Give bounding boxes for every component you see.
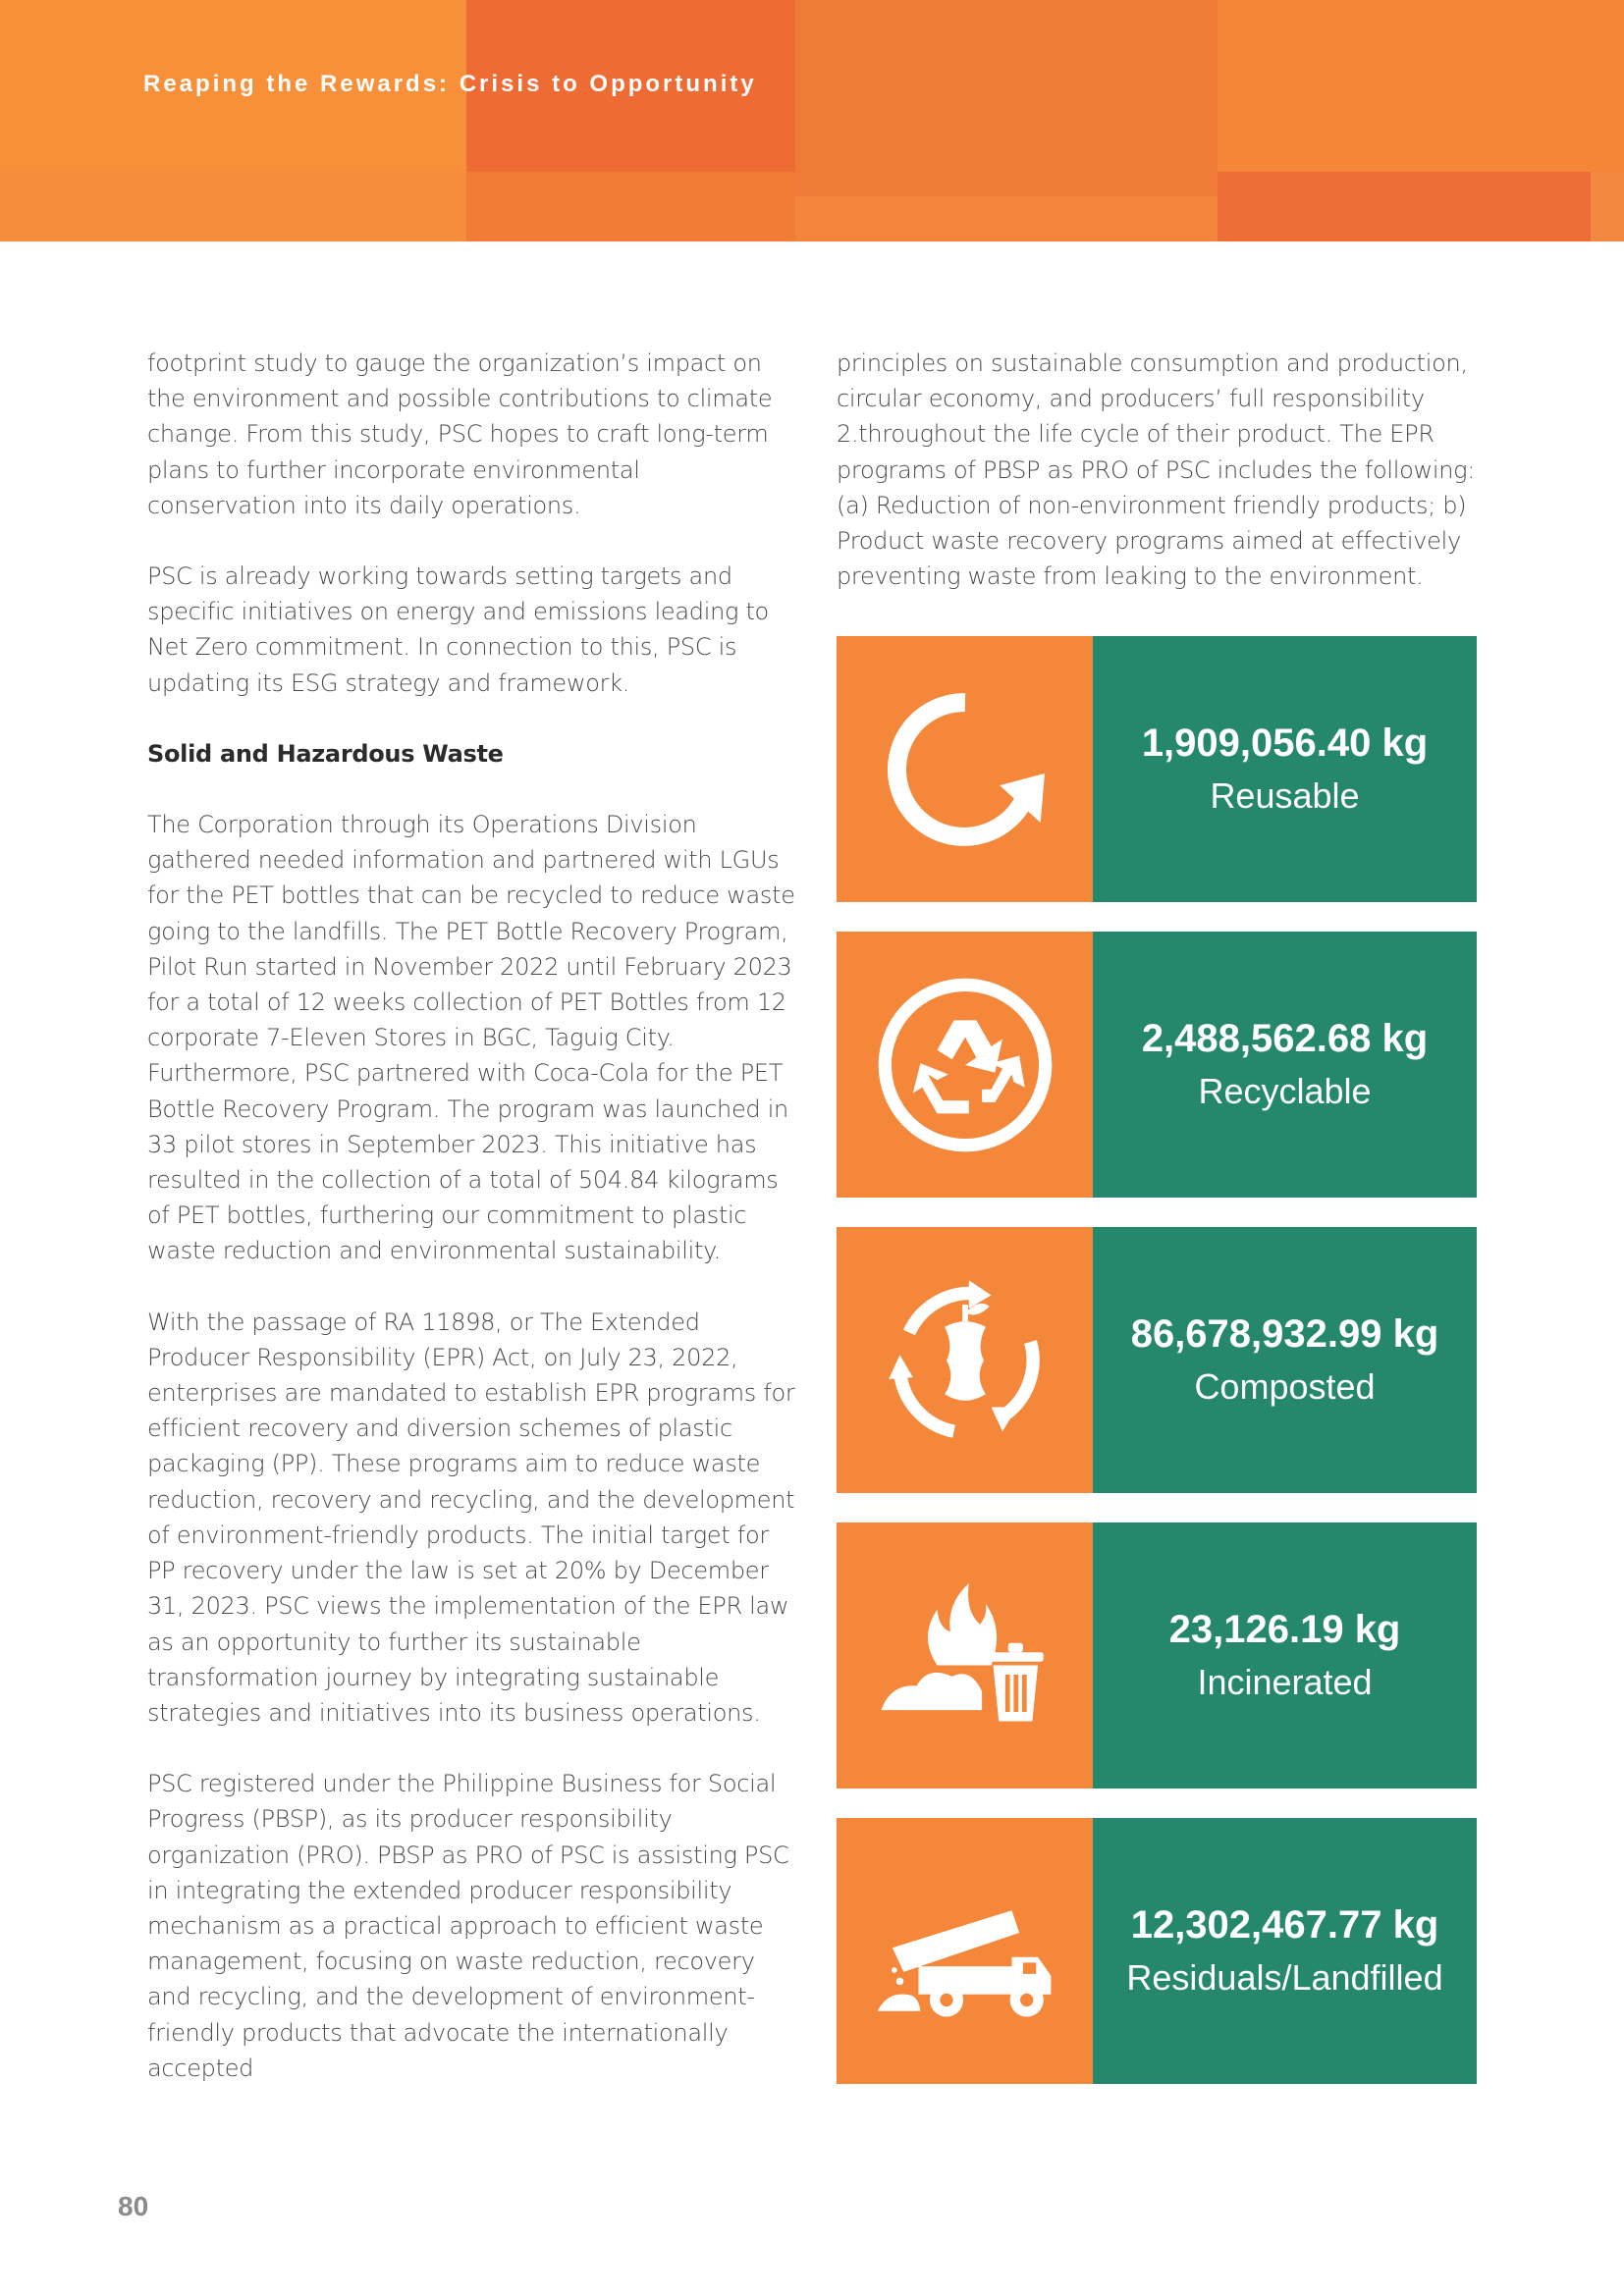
paragraph: PSC registered under the Philippine Business for Social Progress (PBSP), as its producer responsibility organization (PRO). PBSP as PRO of PSC is assisting PSC in integrating the extended producer responsibility mechanism as a practical approach to efficient waste management, focusing on waste reduction, recovery and recycling, and the development of environment-friendly products that advocate the internationally accepted [147,1770,789,2082]
right-text-column [837,346,1485,629]
compost-apple-icon [872,1267,1058,1454]
stat-value: 12,302,467.77 kg [1130,1903,1439,1947]
paragraph: PSC is already working towards setting targets and specific initiatives on energy and emissions leading to Net Zero commitment. In connection to this, PSC is updating its ESG strategy and framework. [147,562,769,697]
stat-card-recyclable [837,932,1477,1198]
dump-truck-icon [872,1858,1058,2045]
stat-value: 2,488,562.68 kg [1141,1017,1429,1060]
page-number: 80 [118,2191,149,2221]
section-heading: Solid and Hazardous Waste [147,739,504,768]
stat-card-composted [837,1227,1477,1493]
stat-label: Composted [1194,1366,1376,1407]
header-banner [0,0,1624,241]
stat-card-incinerated [837,1522,1477,1789]
paragraph: footprint study to gauge the organization’s impact on the environment and possible contributions to climate change. From this study, PSC hopes to craft long-term plans to further incorporate environmental conservation into its daily operations. [147,349,773,519]
paragraph: The Corporation through its Operations Division gathered needed information and partnered with LGUs for the PET bottles that can be recycled to reduce waste going to the landfills. The PET Bottle Recovery Program, Pilot Run started in November 2022 until February 2023 for a total of 12 weeks collection of PET Bottles from 12 corporate 7-Eleven Stores in BGC, Taguig City. Furthermore, PSC partnered with Coca-Cola for the PET Bottle Recovery Program. The program was launched in 33 pilot stores in September 2023. This initiative has resulted in the collection of a total of 504.84 kilograms of PET bottles, furthering our commitment to plastic waste reduction and environmental sustainability. [147,811,795,1265]
stat-card-reusable [837,636,1477,902]
stat-label: Reusable [1210,775,1360,816]
stat-value: 86,678,932.99 kg [1130,1312,1439,1356]
stat-value: 1,909,056.40 kg [1141,721,1429,765]
stat-card-landfilled [837,1818,1477,2084]
stat-label: Recyclable [1198,1071,1372,1111]
recycle-icon [872,972,1058,1158]
reuse-arrow-icon [872,676,1058,863]
paragraph: With the passage of RA 11898, or The Extended Producer Responsibility (EPR) Act, on July 23, 2022, enterprises are mandated to establish EPR programs for efficient recovery and diversion schemes of plastic packaging (PP). These programs aim to reduce waste reduction, recovery and recycling, and the development of environment-friendly products. The initial target for PP recovery under the law is set at 20% by December 31, 2023. PSC views the implementation of the EPR law as an opportunity to further its sustainable transformation journey by integrating sustainable strategies and initiatives into its business operations. [147,1308,795,1727]
left-text-column [147,346,795,2121]
incineration-fire-trash-icon [872,1563,1058,1749]
paragraph: principles on sustainable consumption and production, circular economy, and producers’ full responsibility 2.throughout the life cycle of their product. The EPR programs of PBSP as PRO of PSC includes the following: (a) Reduction of non-environment friendly products; b) Product waste recovery programs aimed at effectively preventing waste from leaking to the environment. [837,349,1476,591]
section-title: Reaping the Rewards: Crisis to Opportunity [143,71,757,97]
stat-value: 23,126.19 kg [1168,1608,1401,1651]
waste-stats-panel [837,636,1477,2113]
stat-label: Incinerated [1197,1662,1373,1702]
stat-label: Residuals/Landfilled [1126,1957,1443,1998]
